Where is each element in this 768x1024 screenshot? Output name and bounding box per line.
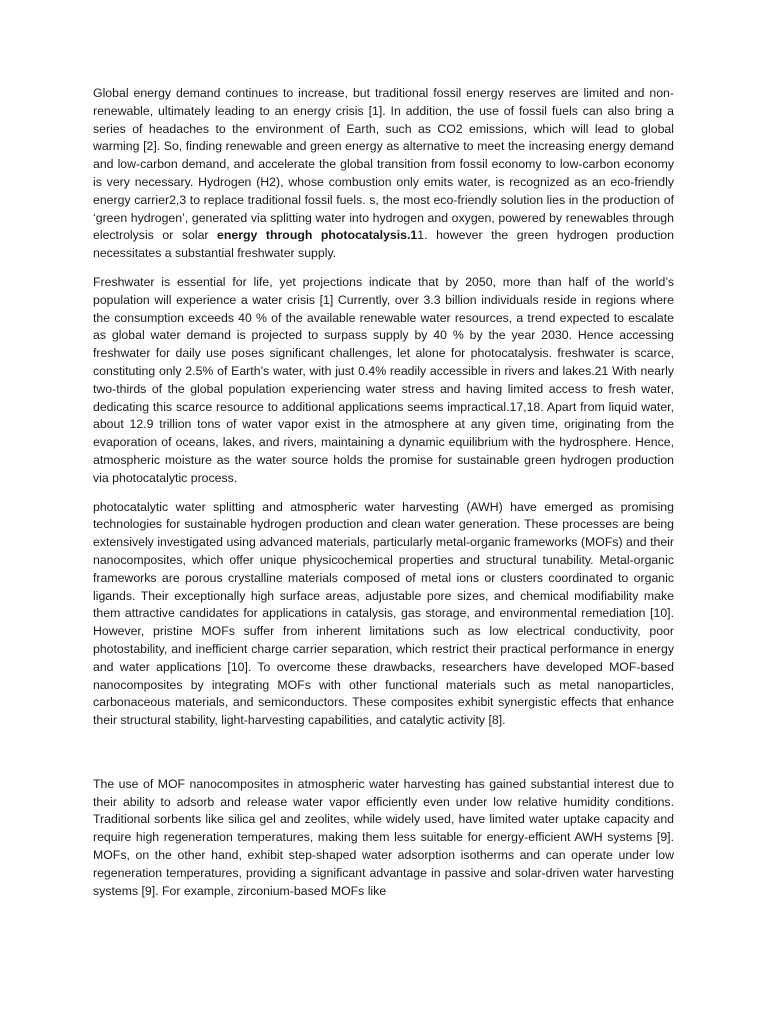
paragraph-1-text: Global energy demand continues to increase, but traditional fossil energy reserves are limited and non-renewable, ultimately leading to an energy crisis [1]. In addition, the use of fossil fuels can also bring a series of headaches to the environment of Earth, such as CO2 emissions, which will lead to global warming [2]. So, finding renewable and green energy as alternative to meet the increasing energy demand and low-carbon demand, and accelerate the global transition from fossil economy to low-carbon economy is very necessary. Hydrogen (H2), whose combustion only emits water, is recognized as an eco-friendly energy carrier2,3 to replace traditional fossil fuels. s, the most eco-friendly solution lies in the production of ‘green hydrogen’, generated via splitting water into hydrogen and oxygen, powered by renewables through electrolysis or solar [93, 86, 674, 243]
document-page [93, 85, 674, 900]
paragraph-freshwater: Freshwater is essential for life, yet projections indicate that by 2050, more than half of the world’s population will experience a water crisis [1] Currently, over 3.3 billion individuals reside in regions where the consumption exceeds 40 % of the available renewable water resources, a trend expected to escalate as global water demand is projected to surpass supply by 40 % by the year 2030. Hence accessing freshwater for daily use poses significant challenges, let alone for photocatalysis. freshwater is scarce, constituting only 2.5% of Earth’s water, with just 0.4% readily accessible in rivers and lakes.21 With nearly two-thirds of the global population experiencing water stress and having limited access to fresh water, dedicating this scarce resource to additional applications seems impractical.17,18. Apart from liquid water, about 12.9 trillion tons of water vapor exist in the atmosphere at any given time, originating from the evaporation of oceans, lakes, and rivers, maintaining a dynamic equilibrium with the hydrosphere. Hence, atmospheric moisture as the water source holds the promise for sustainable green hydrogen production via photocatalytic process. [93, 274, 674, 485]
paragraph-spacer [93, 488, 674, 499]
paragraph-1-tail-text: 1. however the green hydrogen production necessitates a substantial freshwater supply. [93, 228, 674, 261]
paragraph-spacer [93, 263, 674, 274]
paragraph-energy-demand [93, 85, 674, 263]
paragraph-mof-nanocomposites: The use of MOF nanocomposites in atmospheric water harvesting has gained substantial interest due to their ability to adsorb and release water vapor efficiently even under low relative humidity conditions. Traditional sorbents like silica gel and zeolites, while widely used, have limited water uptake capacity and require high regeneration temperatures, making them less suitable for energy-efficient AWH systems [9]. MOFs, on the other hand, exhibit step-shaped water adsorption isotherms and can operate under low regeneration temperatures, providing a significant advantage in passive and solar-driven water harvesting systems [9]. For example, zirconium-based MOFs like [93, 776, 674, 898]
paragraph-photocatalytic-awh: photocatalytic water splitting and atmospheric water harvesting (AWH) have emerged as promising technologies for sustainable hydrogen production and clean water generation. These processes are being extensively investigated using advanced materials, particularly metal-organic frameworks (MOFs) and their nanocomposites, which offer unique physicochemical properties and structural tunability. Metal-organic frameworks are porous crystalline materials composed of metal ions or clusters coordinated to organic ligands. Their exceptionally high surface areas, adjustable pore sizes, and chemical modifiability make them attractive candidates for applications in catalysis, gas storage, and environmental remediation [10]. However, pristine MOFs suffer from inherent limitations such as low electrical conductivity, poor photostability, and inefficient charge carrier separation, which restrict their practical performance in energy and water applications [10]. To overcome these drawbacks, researchers have developed MOF-based nanocomposites by integrating MOFs with other functional materials such as metal nanoparticles, carbonaceous materials, and semiconductors. These composites exhibit synergistic effects that enhance their structural stability, light-harvesting capabilities, and catalytic activity [8]. [93, 499, 674, 728]
paragraph-1-bold-text: energy through photocatalysis.1 [217, 228, 418, 243]
paragraph-spacer [93, 730, 674, 776]
